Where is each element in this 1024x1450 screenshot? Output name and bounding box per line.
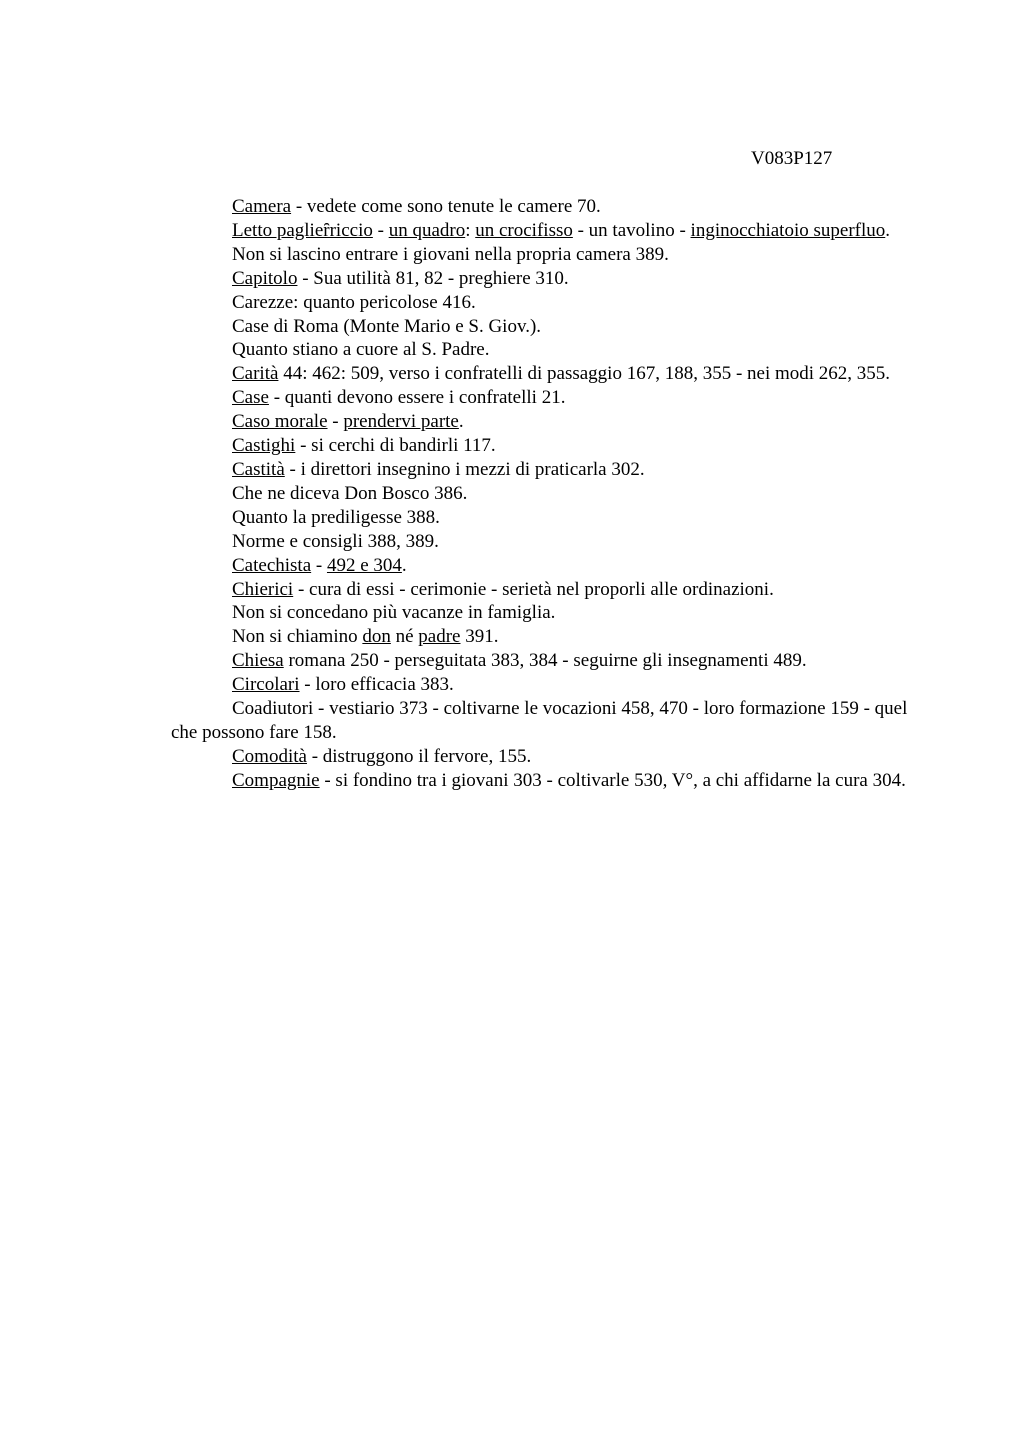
index-entry (171, 506, 929, 530)
underlined-term: Compagnie (232, 769, 320, 791)
underlined-term: Capitolo (232, 267, 298, 289)
underlined-term: Catechista (232, 554, 312, 576)
underlined-term: don (362, 626, 391, 648)
index-entry (171, 554, 929, 578)
underlined-term: Letto paglieȓriccio (232, 219, 373, 241)
index-entry (171, 458, 929, 482)
index-entry (171, 601, 929, 625)
entry-text: . (885, 219, 891, 241)
underlined-term: 492 e 304 (326, 554, 402, 576)
index-entry (171, 338, 929, 362)
entry-text: Quanto stiano a cuore al S. Padre. (232, 339, 490, 361)
underlined-term: Case (232, 387, 269, 409)
underlined-term: Circolari (232, 674, 300, 696)
index-entry (171, 267, 929, 291)
index-entry (171, 697, 929, 745)
underlined-term: Chierici (232, 578, 294, 600)
index-entry (171, 410, 929, 434)
entry-text: - si cerchi di bandirli 117. (295, 435, 496, 457)
entry-text: - vedete come sono tenute le camere 70. (291, 196, 601, 217)
entry-text: Case di Roma (Monte Mario e S. Giov.). (232, 315, 542, 337)
entry-text: - (327, 411, 344, 433)
entry-text: Che ne diceva Don Bosco 386. (232, 482, 468, 504)
underlined-term: un crocifisso (475, 219, 573, 241)
entry-text: Norme e consigli 388, 389. (232, 530, 439, 552)
entry-text: né (390, 626, 419, 648)
index-entry (171, 673, 929, 697)
underlined-term: un quadro (388, 219, 466, 241)
underlined-term: Comodità (232, 745, 307, 767)
index-entry (171, 434, 929, 458)
entry-text: - un tavolino - (572, 219, 691, 241)
entry-text: - i direttori insegnino i mezzi di praticarla 302. (284, 458, 645, 480)
entry-text: Carezze: quanto pericolose 416. (232, 291, 476, 313)
index-entry (171, 386, 929, 410)
underlined-term: Caso morale (232, 411, 328, 433)
entry-text: Non si lascino entrare i giovani nella propria camera 389. (232, 243, 669, 265)
index-entry (171, 291, 929, 315)
index-entry (171, 362, 929, 386)
entry-text: 44: 462: 509, verso i confratelli di passaggio 167, 188, 355 - nei modi 262, 355. (278, 363, 891, 385)
entry-text: - (372, 219, 389, 241)
entry-text: - quanti devono essere i confratelli 21. (268, 387, 566, 409)
entry-text: - distruggono il fervore, 155. (306, 745, 532, 767)
underlined-term: prendervi parte (343, 411, 459, 433)
index-entry (171, 195, 929, 219)
entry-text: Quanto la prediligesse 388. (232, 506, 440, 528)
entry-text: Non si concedano più vacanze in famiglia. (232, 602, 556, 624)
index-entry (171, 530, 929, 554)
underlined-term: Chiesa (232, 650, 284, 672)
underlined-term: inginocchiatoio superfluo (690, 219, 886, 241)
index-entry (171, 315, 929, 339)
entry-text: - si fondino tra i giovani 303 - coltivarle 530, V°, a chi affidarne la cura 304. (319, 769, 906, 791)
underlined-term: padre (418, 626, 461, 648)
entry-text: - Sua utilità 81, 82 - preghiere 310. (297, 267, 569, 289)
entry-text: . (401, 554, 407, 576)
page-identifier: V083P127 (751, 148, 833, 169)
index-entry (171, 243, 929, 267)
index-entry (171, 745, 929, 769)
entry-text: - (311, 554, 327, 576)
entry-text: - loro efficacia 383. (299, 674, 454, 696)
entry-text: . (458, 411, 464, 433)
index-entry (171, 769, 929, 793)
entry-text: Non si chiamino (232, 626, 363, 648)
index-entry (171, 219, 929, 243)
underlined-term: Carità (232, 363, 279, 385)
entry-text: 391. (460, 626, 499, 648)
index-entry (171, 482, 929, 506)
index-entry (171, 625, 929, 649)
index-entries (171, 195, 929, 793)
underlined-term: Castità (232, 458, 285, 480)
entry-text: - cura di essi - cerimonie - serietà nel proporli alle ordinazioni. (293, 578, 774, 600)
entry-text: romana 250 - perseguitata 383, 384 - seguirne gli insegnamenti 489. (283, 650, 807, 672)
entry-text: : (465, 219, 476, 241)
entry-text: Coadiutori - vestiario 373 - coltivarne le vocazioni 458, 470 - loro formazione 159 - quel che possono fare 158. (171, 698, 908, 743)
index-entry (171, 649, 929, 673)
index-entry (171, 578, 929, 602)
underlined-term: Castighi (232, 435, 296, 457)
underlined-term: Camera (232, 196, 292, 217)
